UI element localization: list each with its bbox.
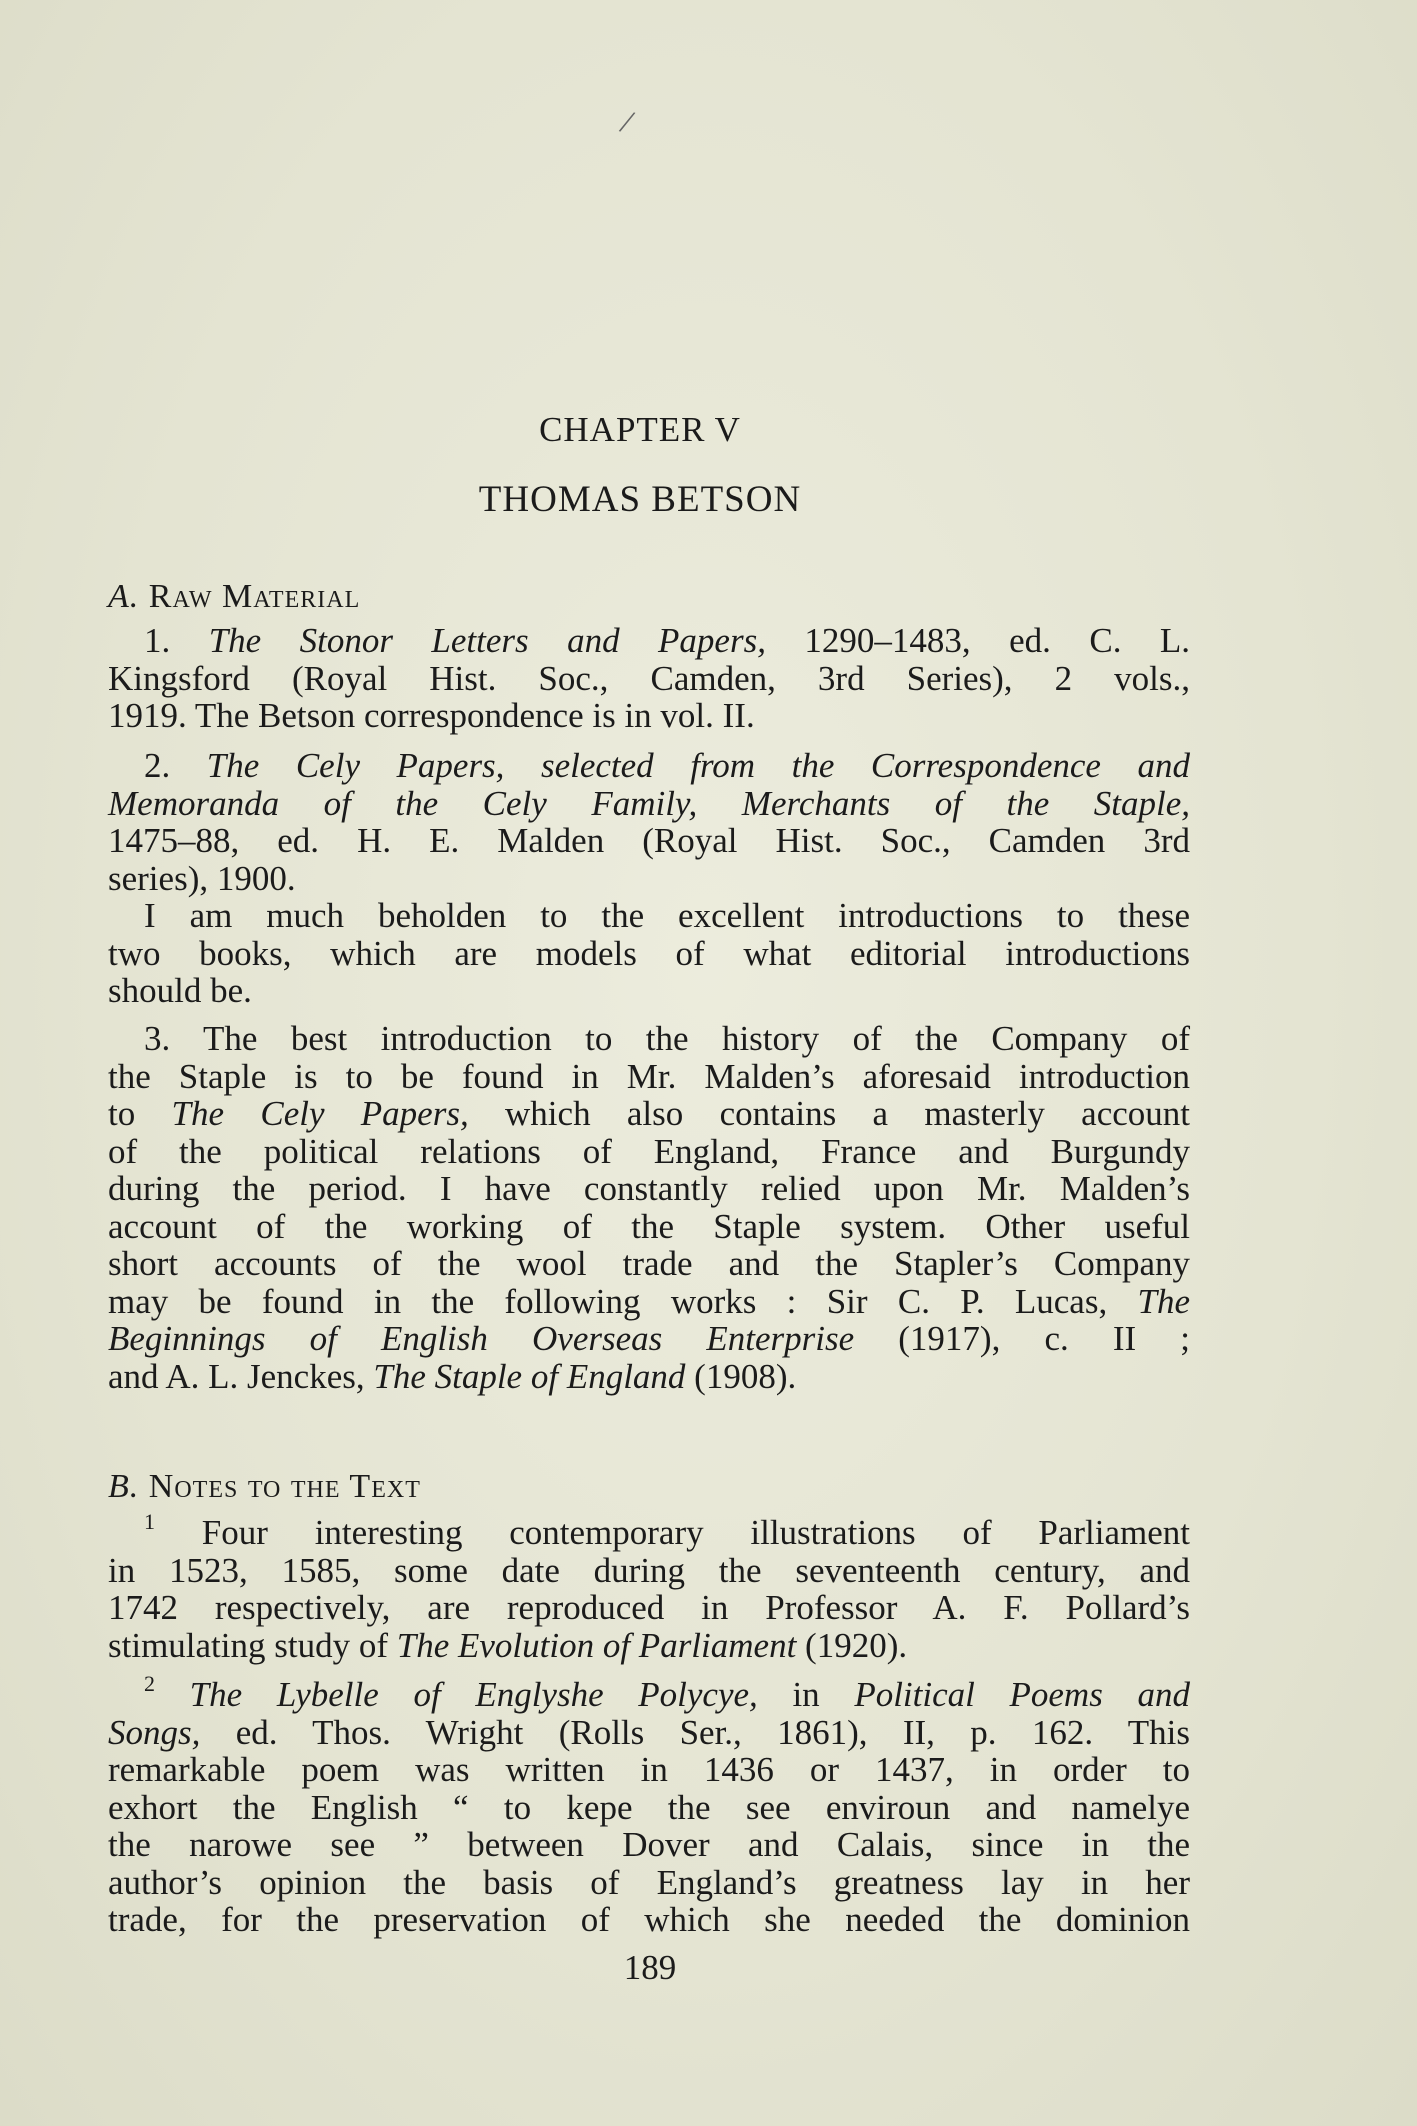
section-a-letter: A. xyxy=(108,578,140,615)
raw-material-item-3: 3. The best introduction to the history of the Company of the Staple is to be found in Mr. Malden’s aforesaid introduction to The Cely Papers, which also contains a masterly account of the political relations of England, France and Burgundy during the period. I have constantly relied upon Mr. Malden’s account of the working of the Staple system. Other useful short accounts of the wool trade and the Stapler’s Company may be found in the following works : Sir C. P. Lucas, The Beginnings of English Overseas Enterprise (1917), c. II ; and A. L. Jenckes, The Staple of England (1908). xyxy=(108,1019,1191,1396)
paper-mark: / xyxy=(616,103,638,142)
chapter-title: THOMAS BETSON xyxy=(478,479,802,520)
raw-material-item-2: 2. The Cely Papers, selected from the Correspondence and Memoranda of the Cely Family, Merchants of the Staple, 1475–88, ed. H. E. Malden (Royal Hist. Soc., Camden 3rd series), 1900. I am much beholden to the excellent introductions to these two books, which are models of what editorial introductions should be. xyxy=(108,746,1190,1010)
section-a-heading xyxy=(108,578,360,616)
section-b-title: Notes to the Text xyxy=(148,1468,421,1505)
work-title: The Stonor Letters and Papers, xyxy=(208,621,766,660)
note-mark: 1 xyxy=(144,1509,155,1534)
note-mark: 2 xyxy=(144,1671,155,1696)
chapter-heading: CHAPTER V xyxy=(539,410,741,449)
section-b-heading xyxy=(108,1468,421,1506)
page-number: 189 xyxy=(623,1948,677,1987)
section-a-title: Raw Material xyxy=(148,578,361,615)
footnote-1: $^1$ Four interesting contemporary illustrations of Parliament in 1523, 1585, some date during the seventeenth century, and 1742 respectively, are reproduced in Professor A. F. Pollard’s stimulating study of The Evolution of Parliament (1920). xyxy=(108,1509,1191,1665)
section-b-letter: B. xyxy=(108,1468,140,1505)
work-title: The Cely Papers, selected from the Correspondence and xyxy=(206,746,1190,785)
footnote-2: $^2$ The Lybelle of Englyshe Polycye, in Political Poems and Songs, ed. Thos. Wright (Rolls Ser., 1861), II, p. 162. This remarkable poem was written in 1436 or 1437, in order to exhort the English “ to kepe the see enviroun and namelye the narowe see ” between Dover and Calais, since in the author’s opinion the basis of England’s greatness lay in her trade, for the preservation of which she needed the dominion xyxy=(108,1671,1190,1939)
raw-material-item-1: 1. The Stonor Letters and Papers, 1290–1483, ed. C. L. Kingsford (Royal Hist. Soc., Camden, 3rd Series), 2 vols., 1919. The Betson correspondence is in vol. II. xyxy=(108,621,1191,735)
